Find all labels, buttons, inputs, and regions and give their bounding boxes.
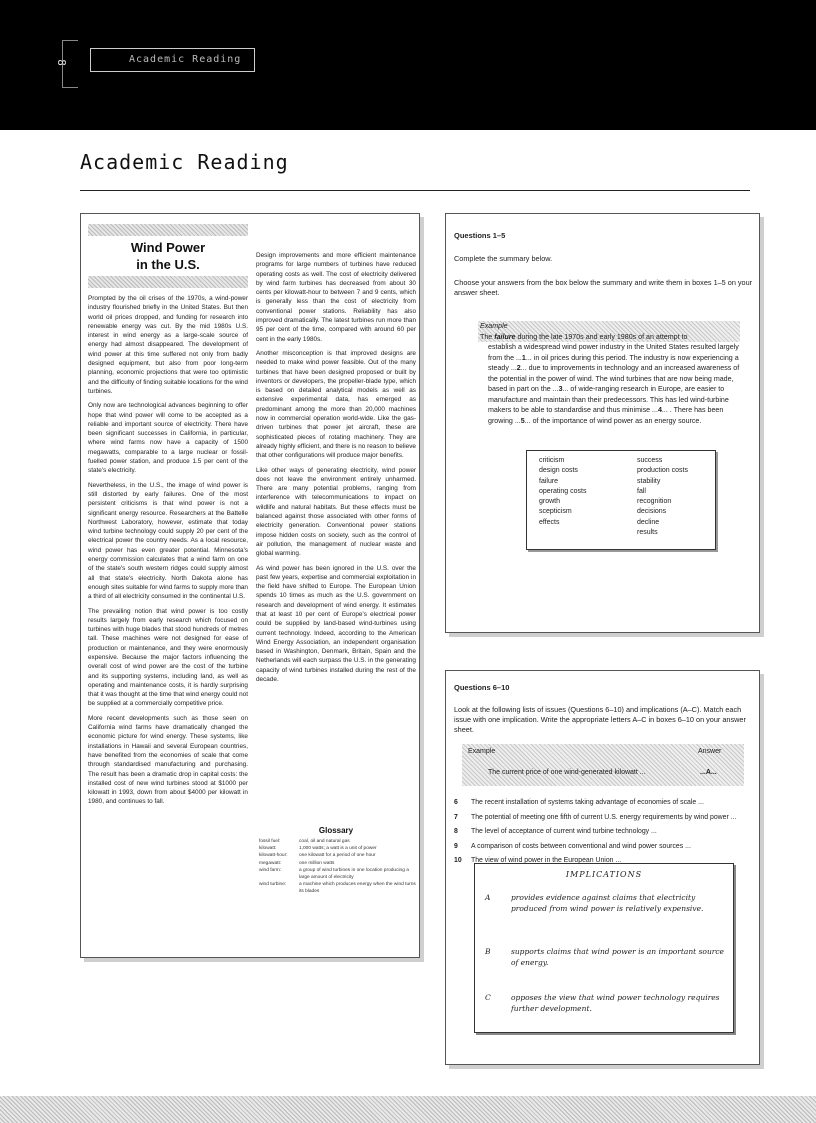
list-item: 8 The level of acceptance of current wind turbine technology ... [454, 828, 657, 835]
title-divider [80, 190, 750, 191]
word-options-box [526, 450, 716, 550]
paragraph: Like other ways of generating electricity, wind power does not leave the environment entirely unharmed. There are many potential problems, ranging from interference with telecommunications to impact on wildlife and natural habitats. But these effects must be balanced against those associated with other forms of electricity generation. Conventional power stations impose hidden costs on society, such as the control of air pollution, the management of nuclear waste and global warming. [256, 466, 416, 558]
q6-10-instructions: Look at the following lists of issues (Questions 6–10) and implications (A–C). Match each issue with one implication. Write the appropriate letters A–C in boxes 6–10 on your answer sheet. [454, 705, 746, 734]
glossary [259, 838, 417, 896]
page-number: 8 [54, 59, 68, 66]
summary-example-band: Example The failure during the late 1970s and early 1980s of an attempt to [478, 321, 740, 342]
option-word: failure [539, 477, 559, 485]
implications-title: IMPLICATIONS [565, 870, 643, 879]
option-word: growth [539, 498, 561, 506]
options-column-right [637, 456, 688, 538]
implications-box [474, 863, 734, 1033]
answer-label: Answer [698, 748, 722, 755]
paragraph: Another misconception is that improved designs are needed to make wind power feasible. Out of the many turbines that have been designed proposed or built by inventors or developers, the propeller-blade type, which is based on detailed analytical models as well as extensive experimental data, has emerged as predominant among the more than 20,000 machines now in commercial operation world-wide. Like the gas-driven turbines that power jet aircraft, these are sophisticated pieces of rotating machinery. They are already highly efficient, and there is no reason to believe that other configurations will produce major benefits. [256, 349, 416, 460]
title-hatch-bottom [88, 276, 248, 288]
glossary-entry: wind farm: a group of wind turbines in one location producing a large amount of electricity [259, 867, 409, 881]
list-item: 9 A comparison of costs between conventional and wind power sources ... [454, 842, 691, 850]
option-word: production costs [637, 467, 688, 475]
paragraph: As wind power has been ignored in the U.S. over the past few years, expertise and commercial exploitation in the field have shifted to Europe. The European Union spends 10 times as much as the U.S. government on research and development of wind energy. It estimates that at least 10 per cent of Europe's electrical power could be supplied by land-based wind-turbines using current technology. Indeed, according to the American Wind Energy Association, an independent organisation based in Washington, Denmark, Britain, Spain and the Netherlands will each surpass the U.S. in the generating capacity of wind turbines installed during the rest of the decade. [256, 564, 416, 684]
questions-6-10-panel [445, 670, 760, 1065]
questions-1-5-heading: Questions 1–5 [454, 231, 506, 240]
gap-1: 1 [521, 353, 526, 362]
q1-5-instruction-2: Choose your answers from the box below the summary and write them in boxes 1–5 on your answer sheet. [454, 278, 753, 297]
paragraph: Only now are technological advances beginning to offer hope that wind power will come to be accepted as a reliable and important source of electricity. There have been significant successes in California, in particular, where wind farms now have a capacity of 1500 megawatts, comparable to a large nuclear or fossil-fuelled power station, and produce 1.5 per cent of the state's electricity. [88, 402, 248, 475]
q1-5-instruction-1: Complete the summary below. [454, 254, 553, 263]
glossary-entry: kilowatt: 1,000 watts; a watt is a unit of power [259, 846, 377, 852]
reading-passage-panel [80, 213, 420, 958]
summary-text [482, 321, 740, 426]
option-word: results [637, 529, 658, 537]
options-column-left [539, 456, 586, 528]
example-label: Example [468, 748, 496, 755]
option-word: design costs [539, 467, 578, 475]
example-label: Example [480, 322, 508, 330]
article-column-2 [256, 251, 416, 689]
paragraph: The prevailing notion that wind power is too costly results largely from early research which focused on turbines with huge blades that stood hundreds of metres tall. These machines were not designed for ease of production or maintenance, and they were enormously expensive. Because the major factors influencing the overall cost of wind power are the cost of the turbine and its supporting systems, including land, as well as operating and maintenance costs, it is hardly surprising that it was thought at the time that wind energy could not be supplied at a commercially competitive price. [88, 607, 248, 708]
example-answer: ...A... [700, 769, 717, 776]
option-word: recognition [637, 498, 672, 506]
list-item: 6 The recent installation of systems taking advantage of economies of scale ... [454, 799, 704, 806]
glossary-entry: kilowatt-hour: one kilowatt for a period of one hour [259, 853, 376, 859]
gap-5: 5 [520, 416, 525, 425]
paragraph: Prompted by the oil crises of the 1970s, a wind-power industry flourished briefly in the United States. But then world oil prices dropped, and funding for research into renewable energy was cut. By the mid 1980s U.S. interest in wind energy as a large-scale source of energy had almost disappeared. The development of wind power at this time suffered not only from badly designed equipment, but also from poor long-term planning, economic projections that were too optimistic and the difficulty of finding suitable locations for the wind turbines. [88, 295, 248, 395]
option-word: scepticism [539, 508, 572, 516]
list-item: 7 The potential of meeting one fifth of current U.S. energy requirements by wind power ... [454, 813, 737, 821]
title-hatch-top [88, 224, 248, 236]
example-box [462, 744, 744, 786]
option-word: success [637, 457, 663, 464]
header-tab-label: Academic Reading [90, 48, 255, 72]
option-word: effects [539, 518, 560, 526]
header-band [0, 0, 816, 130]
example-answer-word: failure [494, 332, 516, 341]
questions-1-5-panel [445, 213, 760, 633]
paragraph: More recent developments such as those seen on California wind farms have dramatically changed the economic picture for wind energy. These systems, like installations in Hawaii and several European countries, have benefited from the economies of scale that come through standardised manufacturing and purchasing. The result has been a dramatic drop in capital costs: the installed cost of new wind turbines stood at $1000 per kilowatt in 1993, down from about $4000 per kilowatt in 1980, and continues to fall. [88, 714, 248, 806]
gap-3: 3 [558, 385, 563, 393]
summary-body: establish a widespread wind power industry in the United States resulted largely from the ...1... in oil prices during this period. The industry is now experiencing a steady ...2... due to improvements in technology and an increased awareness of the potential in the power of wind. The wind turbines that are now being made, based in part on the ...3... of wide-ranging research in Europe, are easier to manufacture and maintain than their predecessors. This has led wind-turbine makers to be able to standardise and thus minimise ...4... . There has been growing ...5... of the importance of wind power as an energy source. [488, 343, 740, 425]
article-title [88, 239, 248, 273]
option-word: criticism [539, 457, 565, 464]
example-text: The current price of one wind-generated kilowatt ... [488, 769, 646, 776]
article-column-1 [88, 294, 248, 812]
glossary-entry: wind turbine: a machine which produces energy when the wind turns its blades [259, 882, 416, 895]
paragraph: Design improvements and more efficient maintenance programs for large numbers of turbines have reduced operating costs as well. The cost of electricity delivered by wind farm turbines has decreased from about 30 cents per kilowatt-hour to between 7 and 9 cents, which is generally less than the cost of electricity from conventional power stations. Reliability has also improved dramatically. The latest turbines run more than 95 per cent of the time, compared with around 60 per cent in the early 1980s. [256, 252, 416, 343]
option-word: stability [637, 477, 661, 485]
paragraph: Nevertheless, in the U.S., the image of wind power is still distorted by early failures. One of the most persistent criticisms is that wind power is not a significant energy resource. Researchers at the Battelle Northwest Laboratory, however, estimate that today wind turbine technology could supply 20 per cent of the electrical power the country needs. As a local resource, wind power has even greater potential. Minnesota's energy commission calculates that a wind farm on one of the state's south western ridges could supply almost all that state's electricity. North Dakota alone has enough sites suitable for wind farms to supply more than a third of all electricity consumed in the continental U.S. [88, 481, 248, 601]
implication-b: B supports claims that wind power is an important source of energy. [485, 947, 724, 967]
implication-a: A provides evidence against claims that electricity produced from wind power is relatively expensive. [485, 893, 704, 913]
glossary-entry: fossil fuel: coal, oil and natural gas [259, 839, 350, 844]
option-word: decisions [637, 508, 667, 516]
questions-6-10-heading: Questions 6–10 [454, 683, 510, 692]
glossary-entry: megawatt: one million watts [259, 860, 335, 866]
list-item: 10 The view of wind power in the European Union ... [454, 857, 622, 864]
article-title-line1: Wind Power [130, 240, 206, 255]
implication-c: C opposes the view that wind power technology requires further development. [485, 993, 720, 1013]
option-word: operating costs [539, 487, 587, 495]
glossary-title: Glossary [318, 826, 354, 835]
footer-hatch-band [0, 1096, 816, 1123]
issue-list [454, 796, 759, 869]
gap-4: 4 [657, 406, 662, 414]
section-title: Academic Reading [80, 150, 289, 174]
option-word: fall [637, 487, 646, 495]
option-word: decline [637, 518, 660, 526]
gap-2: 2 [516, 364, 521, 372]
article-title-line2: in the U.S. [136, 257, 200, 272]
